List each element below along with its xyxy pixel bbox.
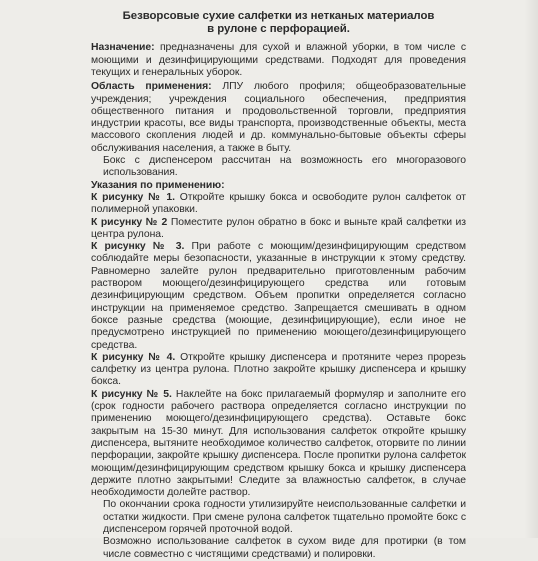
step-1-label: К рисунку № 1. xyxy=(91,191,175,203)
step-5-label: К рисунку № 5. xyxy=(91,388,172,400)
instruction-text-block xyxy=(91,10,466,561)
scope-label: Область применения: xyxy=(91,81,212,93)
step-2-text: Поместите рулон обратно в бокс и выньте край салфетки из центра рулона. xyxy=(91,216,466,240)
scope-paragraph xyxy=(91,81,466,155)
step-2-paragraph xyxy=(91,217,466,242)
step-2-label: К рисунку № 2 xyxy=(91,216,168,228)
title-line-2: в рулоне с перфорацией. xyxy=(207,23,350,36)
purpose-text: предназначены для сухой и влажной уборки, в том числе с моющими и дезинфицирующими средствами. Подходят для проведения текущих и генеральных уборок. xyxy=(91,42,466,78)
step-4-paragraph xyxy=(91,352,466,389)
label-title xyxy=(91,10,466,36)
step-5-text: Наклейте на бокс прилагаемый формуляр и заполните его (срок годности рабочего раствора определяется согласно инструкции по применению моющего/дезинфицирующего средства). Оставьте бокс закрытым на 15-30 минут. Для использования салфеток откройте крышку диспенсера, вытяните необходимое количество салфеток, оторвите по линии перфорации, закройте крышку диспенсера. После пропитки рулона салфеток моющим/дезинфицирующим средством крышку бокса и крышку диспенсера держите плотно закрытыми! Следите за влажностью салфеток, в случае необходимости долейте раствор. xyxy=(91,388,466,499)
step-1-text: Откройте крышку бокса и освободите рулон салфеток от полимерной упаковки. xyxy=(91,191,466,216)
step-3-text: При работе с моющим/дезинфицирующим средством соблюдайте меры безопасности, указанные в инструкции к этому средству. Равномерно залейте рулон предварительно приготовленным рабочим раствором моющего/дезинфицирующего средства или готовым дезинфицирующим средством. Объем пропитки определяется согласно инструкции на применяемое средство. Запрещается смешивать в одном боксе разные средства (моющие, дезинфицирующие), если иное не предусмотрено инструкцией по применению моющего/дезинфицирующего средства. xyxy=(91,241,466,351)
step-1-paragraph xyxy=(91,192,466,217)
box-note-paragraph: Бокс с диспенсером рассчитан на возможность его многоразового использования. xyxy=(103,155,466,179)
purpose-label: Назначение: xyxy=(91,42,155,54)
step-5-paragraph xyxy=(91,389,466,500)
step-4-label: К рисунку № 4. xyxy=(91,351,176,363)
purpose-paragraph xyxy=(91,42,466,79)
title-line-1: Безворсовые сухие салфетки из нетканых материалов xyxy=(122,10,435,22)
step-3-label: К рисунку № 3. xyxy=(91,241,185,253)
instructions-heading: Указания по применению: xyxy=(91,179,225,191)
step-4-text: Откройте крышку диспенсера и протяните через прорезь салфетку из центра рулона. Плотно закройте крышку диспенсера и крышку бокса. xyxy=(91,351,466,388)
step-3-paragraph xyxy=(91,241,466,352)
dry-use-paragraph: Возможно использование салфеток в сухом виде для протирки (в том числе совместно с чистящими средствами) и полировки. xyxy=(103,536,466,560)
disposal-paragraph: По окончании срока годности утилизируйте неиспользованные салфетки и остатки жидкости. При смене рулона салфеток тщательно промойте бокс с диспенсером горячей проточной водой. xyxy=(103,499,466,535)
scope-text: ЛПУ любого профиля; общеобразовательные учреждения; учреждения социального обеспечения, предприятия общественного питания и продовольственной торговли, предприятия индустрии красоты, все виды транспорта, производственные объекты, места массового скопления людей и др. коммунально-бытовые объекты сферы обслуживания населения, а также в быту. xyxy=(91,81,466,154)
